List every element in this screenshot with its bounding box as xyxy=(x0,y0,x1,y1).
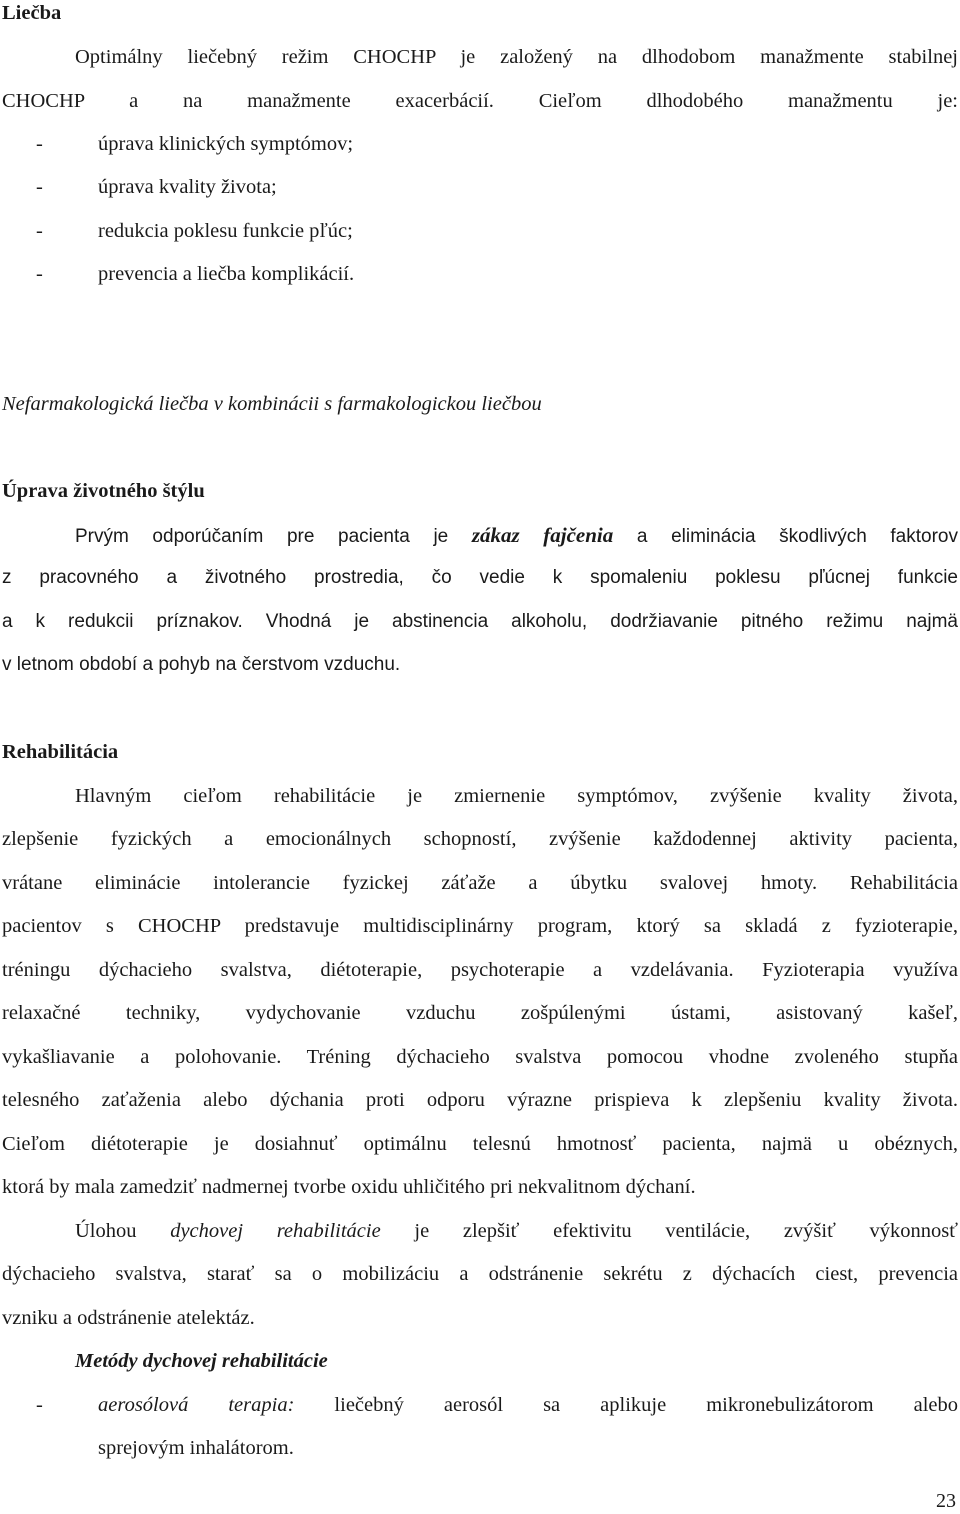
rehab-line: vrátane eliminácie intolerancie fyzickej záťaže a úbytku svalovej hmoty. Rehabilitácia xyxy=(2,872,958,894)
emphasis-zakaz-fajcenia: zákaz fajčenia xyxy=(471,523,614,547)
heading-rehabilitacia: Rehabilitácia xyxy=(2,741,119,763)
uprava-text: a eliminácia škodlivých faktorov xyxy=(636,526,958,547)
dych-line-1 xyxy=(75,1218,958,1244)
emphasis-aerosolova-terapia: aerosólová terapia: xyxy=(98,1394,295,1416)
aerosol-line-2: sprejovým inhalátorom. xyxy=(98,1437,294,1459)
bullet-dash: - xyxy=(36,176,43,198)
rehab-line: Cieľom diétoterapie je dosiahnuť optimálnu telesnú hmotnosť pacienta, najmä u obéznych, xyxy=(2,1133,958,1155)
uprava-line-3: a k redukcii príznakov. Vhodná je abstinencia alkoholu, dodržiavanie pitného režimu najmä xyxy=(2,611,958,632)
bullet-dash: - xyxy=(36,1394,43,1416)
rehab-line: ktorá by mala zamedziť nadmernej tvorbe oxidu uhličitého pri nekvalitnom dýchaní. xyxy=(2,1176,696,1198)
uprava-line-2: z pracovného a životného prostredia, čo vedie k spomaleniu poklesu pľúcnej funkcie xyxy=(2,567,958,588)
dych-line-2: dýchacieho svalstva, starať sa o mobilizáciu a odstránenie sekrétu z dýchacích ciest, prevencia xyxy=(2,1263,958,1285)
aerosol-text: liečebný aerosól sa aplikuje mikronebulizátorom alebo xyxy=(334,1394,959,1416)
dych-text: je zlepšiť efektivitu ventilácie, zvýšiť výkonnosť xyxy=(414,1220,959,1242)
intro-line-2: CHOCHP a na manažmente exacerbácií. Cieľom dlhodobého manažmentu je: xyxy=(2,90,958,112)
list-item: úprava klinických symptómov; xyxy=(98,133,354,155)
rehab-line: pacientov s CHOCHP predstavuje multidisciplinárny program, ktorý sa skladá z fyzioterapie, xyxy=(2,915,958,937)
heading-uprava-zivotneho-stylu: Úprava životného štýlu xyxy=(2,480,205,502)
uprava-line-1 xyxy=(75,522,958,548)
rehab-line: tréningu dýchacieho svalstva, diétoterapie, psychoterapie a vzdelávania. Fyzioterapia využíva xyxy=(2,959,958,981)
rehab-line: relaxačné techniky, vydychovanie vzduchu zošpúlenými ústami, asistovaný kašeľ, xyxy=(2,1002,958,1024)
rehab-line: telesného zaťaženia alebo dýchania proti odporu výrazne prispieva k zlepšeniu kvality života. xyxy=(2,1089,958,1111)
bullet-dash: - xyxy=(36,220,43,242)
bullet-dash: - xyxy=(36,263,43,285)
emphasis-dychovej-rehabilitacie: dychovej rehabilitácie xyxy=(170,1220,381,1242)
rehab-line: vykašliavanie a polohovanie. Tréning dýchacieho svalstva pomocou vhodne zvoleného stupňa xyxy=(2,1046,958,1068)
intro-line-1: Optimálny liečebný režim CHOCHP je založený na dlhodobom manažmente stabilnej xyxy=(75,46,958,68)
dych-line-3: vzniku a odstránenie atelektáz. xyxy=(2,1307,255,1329)
uprava-line-4: v letnom období a pohyb na čerstvom vzduchu. xyxy=(2,654,401,675)
rehab-line: zlepšenie fyzických a emocionálnych schopností, zvýšenie každodennej aktivity pacienta, xyxy=(2,828,958,850)
list-item: úprava kvality života; xyxy=(98,176,277,198)
rehab-line: Hlavným cieľom rehabilitácie je zmiernenie symptómov, zvýšenie kvality života, xyxy=(75,785,958,807)
list-item: prevencia a liečba komplikácií. xyxy=(98,263,355,285)
heading-nefarmakologicka: Nefarmakologická liečba v kombinácii s farmakologickou liečbou xyxy=(2,393,542,415)
heading-liecba: Liečba xyxy=(2,2,62,24)
aerosol-line-1 xyxy=(98,1392,958,1418)
list-item: redukcia poklesu funkcie pľúc; xyxy=(98,220,353,242)
dych-text: Úlohou xyxy=(75,1220,137,1242)
uprava-text: Prvým odporúčaním pre pacienta je xyxy=(75,526,449,547)
bullet-dash: - xyxy=(36,133,43,155)
page-number: 23 xyxy=(936,1490,956,1512)
heading-metody-dychovej-rehabilitacie: Metódy dychovej rehabilitácie xyxy=(75,1350,328,1372)
